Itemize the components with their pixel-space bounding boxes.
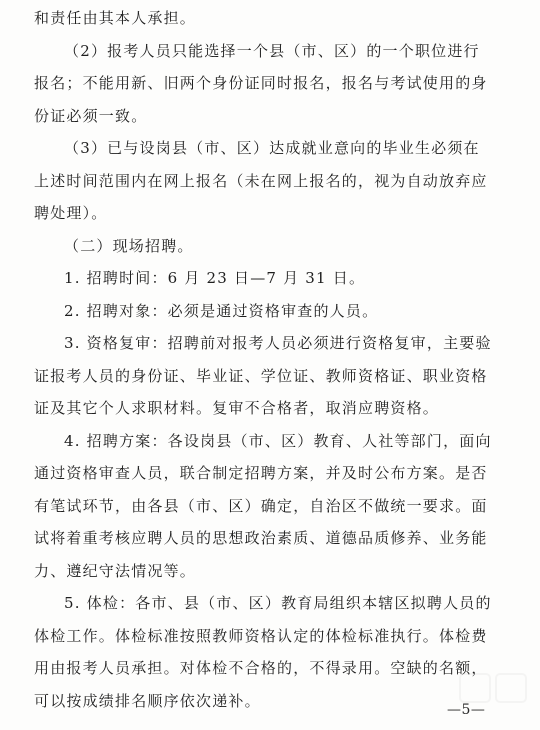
text-line: 份证必须一致。 xyxy=(34,106,148,125)
text-line: 上述时间范围内在网上报名（未在网上报名的，视为自动放弃应 xyxy=(34,171,488,190)
text-line: 4. 招聘方案：各设岗县（市、区）教育、人社等部门，面向 xyxy=(64,431,492,450)
page-number: —5— xyxy=(447,702,486,718)
text-line: 1. 招聘时间：6 月 23 日—7 月 31 日。 xyxy=(64,269,366,287)
section-heading-onsite-recruitment xyxy=(34,230,510,263)
paragraph-item-3 xyxy=(34,132,510,230)
paragraph-recruitment-time xyxy=(34,262,510,295)
text-line: 试将着重考核应聘人员的思想政治素质、道德品质修养、业务能 xyxy=(34,529,488,547)
paragraph-qualification-review xyxy=(34,327,510,425)
text-line: 可以按成绩排名顺序依次递补。 xyxy=(34,691,261,710)
text-line: 通过资格审查人员，联合制定招聘方案，并及时公布方案。是否 xyxy=(34,464,488,482)
paragraph-physical-exam xyxy=(34,587,510,717)
paragraph-recruitment-plan xyxy=(34,425,510,588)
text-line: 聘处理）。 xyxy=(34,204,108,222)
text-line: 和责任由其本人承担。 xyxy=(34,9,197,27)
text-line: 证报考人员的身份证、毕业证、学位证、教师资格证、职业资格 xyxy=(34,366,488,385)
text-line: 2. 招聘对象：必须是通过资格审查的人员。 xyxy=(64,301,379,320)
paragraph-continuation xyxy=(34,2,510,35)
text-line: 力、遵纪守法情况等。 xyxy=(34,561,197,580)
document-body xyxy=(34,2,510,717)
text-line: 体检工作。体检标准按照教师资格认定的体检标准执行。体检费 xyxy=(34,626,488,645)
text-line: 证及其它个人求职材料。复审不合格者，取消应聘资格。 xyxy=(34,399,440,417)
text-line: 报名；不能用新、旧两个身份证同时报名，报名与考试使用的身 xyxy=(34,74,488,92)
text-line: （3）已与设岗县（市、区）达成就业意向的毕业生必须在 xyxy=(64,139,480,157)
paragraph-recruitment-target xyxy=(34,295,510,328)
text-line: （2）报考人员只能选择一个县（市、区）的一个职位进行 xyxy=(64,41,480,60)
paragraph-item-2 xyxy=(34,35,510,133)
text-line: （二）现场招聘。 xyxy=(64,236,194,255)
text-line: 3. 资格复审：招聘前对报考人员必须进行资格复审，主要验 xyxy=(64,334,492,352)
text-line: 5. 体检：各市、县（市、区）教育局组织本辖区拟聘人员的 xyxy=(64,594,492,612)
text-line: 有笔试环节，由各县（市、区）确定，自治区不做统一要求。面 xyxy=(34,496,488,515)
text-line: 用由报考人员承担。对体检不合格的，不得录用。空缺的名额， xyxy=(34,659,488,677)
